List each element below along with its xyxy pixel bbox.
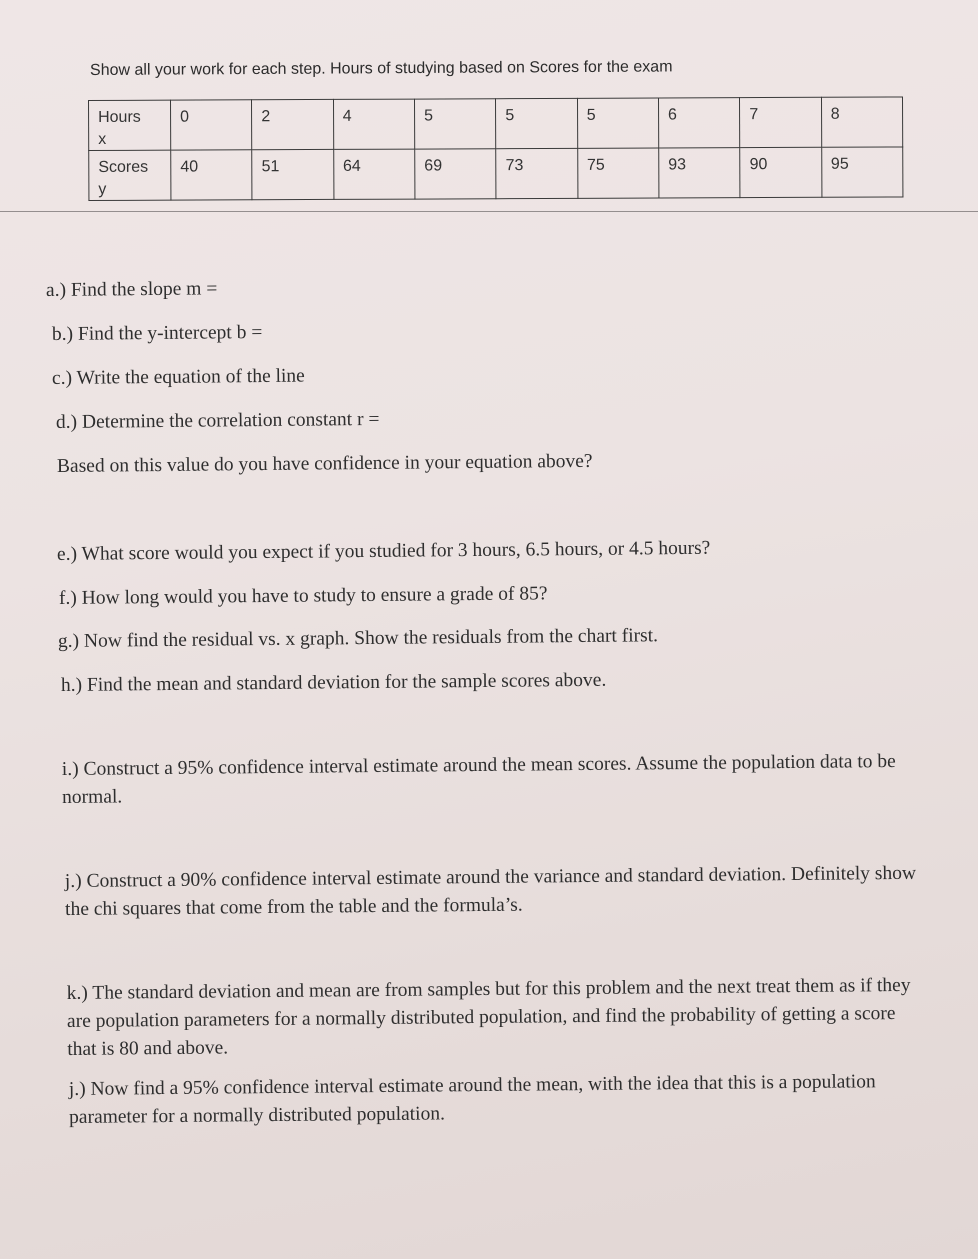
table-cell: 6 (658, 98, 740, 148)
table-cell: 2 (252, 99, 334, 149)
table-cell: 93 (659, 148, 741, 198)
table-cell: 64 (333, 149, 415, 199)
table-cell: 69 (415, 149, 497, 199)
row-label: Hours (98, 108, 141, 126)
question-f: f.) How long would you have to study to ensure a grade of 85? (58, 583, 548, 609)
question-d-followup: Based on this value do you have confidence in your equation above? (56, 450, 593, 477)
table-cell: 5 (577, 98, 659, 148)
table-cell: 73 (496, 148, 578, 198)
scores-row (89, 147, 903, 201)
table-cell: 40 (171, 150, 253, 200)
question-h: h.) Find the mean and standard deviation for the sample scores above. (60, 669, 607, 696)
page-divider (0, 211, 978, 212)
question-g: g.) Now find the residual vs. x graph. Show the residuals from the chart first. (57, 625, 659, 652)
table-cell: 0 (171, 100, 253, 150)
table-cell: 7 (740, 97, 822, 147)
question-d: d.) Determine the correlation constant r = (55, 408, 380, 433)
hours-row (89, 97, 903, 151)
table-cell: 5 (414, 99, 496, 149)
question-i: i.) Construct a 95% confidence interval estimate around the mean scores. Assume the population data to be normal. (61, 750, 896, 808)
question-a: a.) Find the slope m = (45, 278, 218, 301)
question-k: k.) The standard deviation and mean are from samples but for this problem and the next treat them as if they are population parameters for a normally distributed population, and find the probability of getting a score that is 80 and above. (66, 974, 911, 1060)
table-cell: 75 (577, 148, 659, 198)
table-cell: 90 (740, 147, 822, 197)
question-j: j.) Construct a 90% confidence interval estimate around the variance and standard deviation. Definitely show the chi squares that come from the table and the formula’s. (64, 862, 917, 920)
table-cell: 4 (333, 99, 415, 149)
table-cell: 95 (821, 147, 903, 197)
table-cell: 8 (821, 97, 903, 147)
table-cell: 5 (496, 98, 578, 148)
table-cell: 51 (252, 149, 334, 199)
question-e: e.) What score would you expect if you studied for 3 hours, 6.5 hours, or 4.5 hours? (56, 537, 711, 565)
row-variable: y (98, 180, 107, 198)
row-variable: x (98, 130, 107, 148)
row-label: Scores (98, 158, 149, 176)
row-header-hours (89, 100, 171, 150)
question-j-second: j.) Now find a 95% confidence interval estimate around the mean, with the idea that this is a population parameter for a normally distributed population. (68, 1071, 876, 1128)
question-c: c.) Write the equation of the line (51, 365, 305, 389)
question-b: b.) Find the y-intercept b = (51, 321, 263, 345)
instructions-heading: Show all your work for each step. Hours of studying based on Scores for the exam (89, 58, 673, 79)
row-header-scores (89, 150, 171, 200)
data-table (88, 96, 903, 201)
